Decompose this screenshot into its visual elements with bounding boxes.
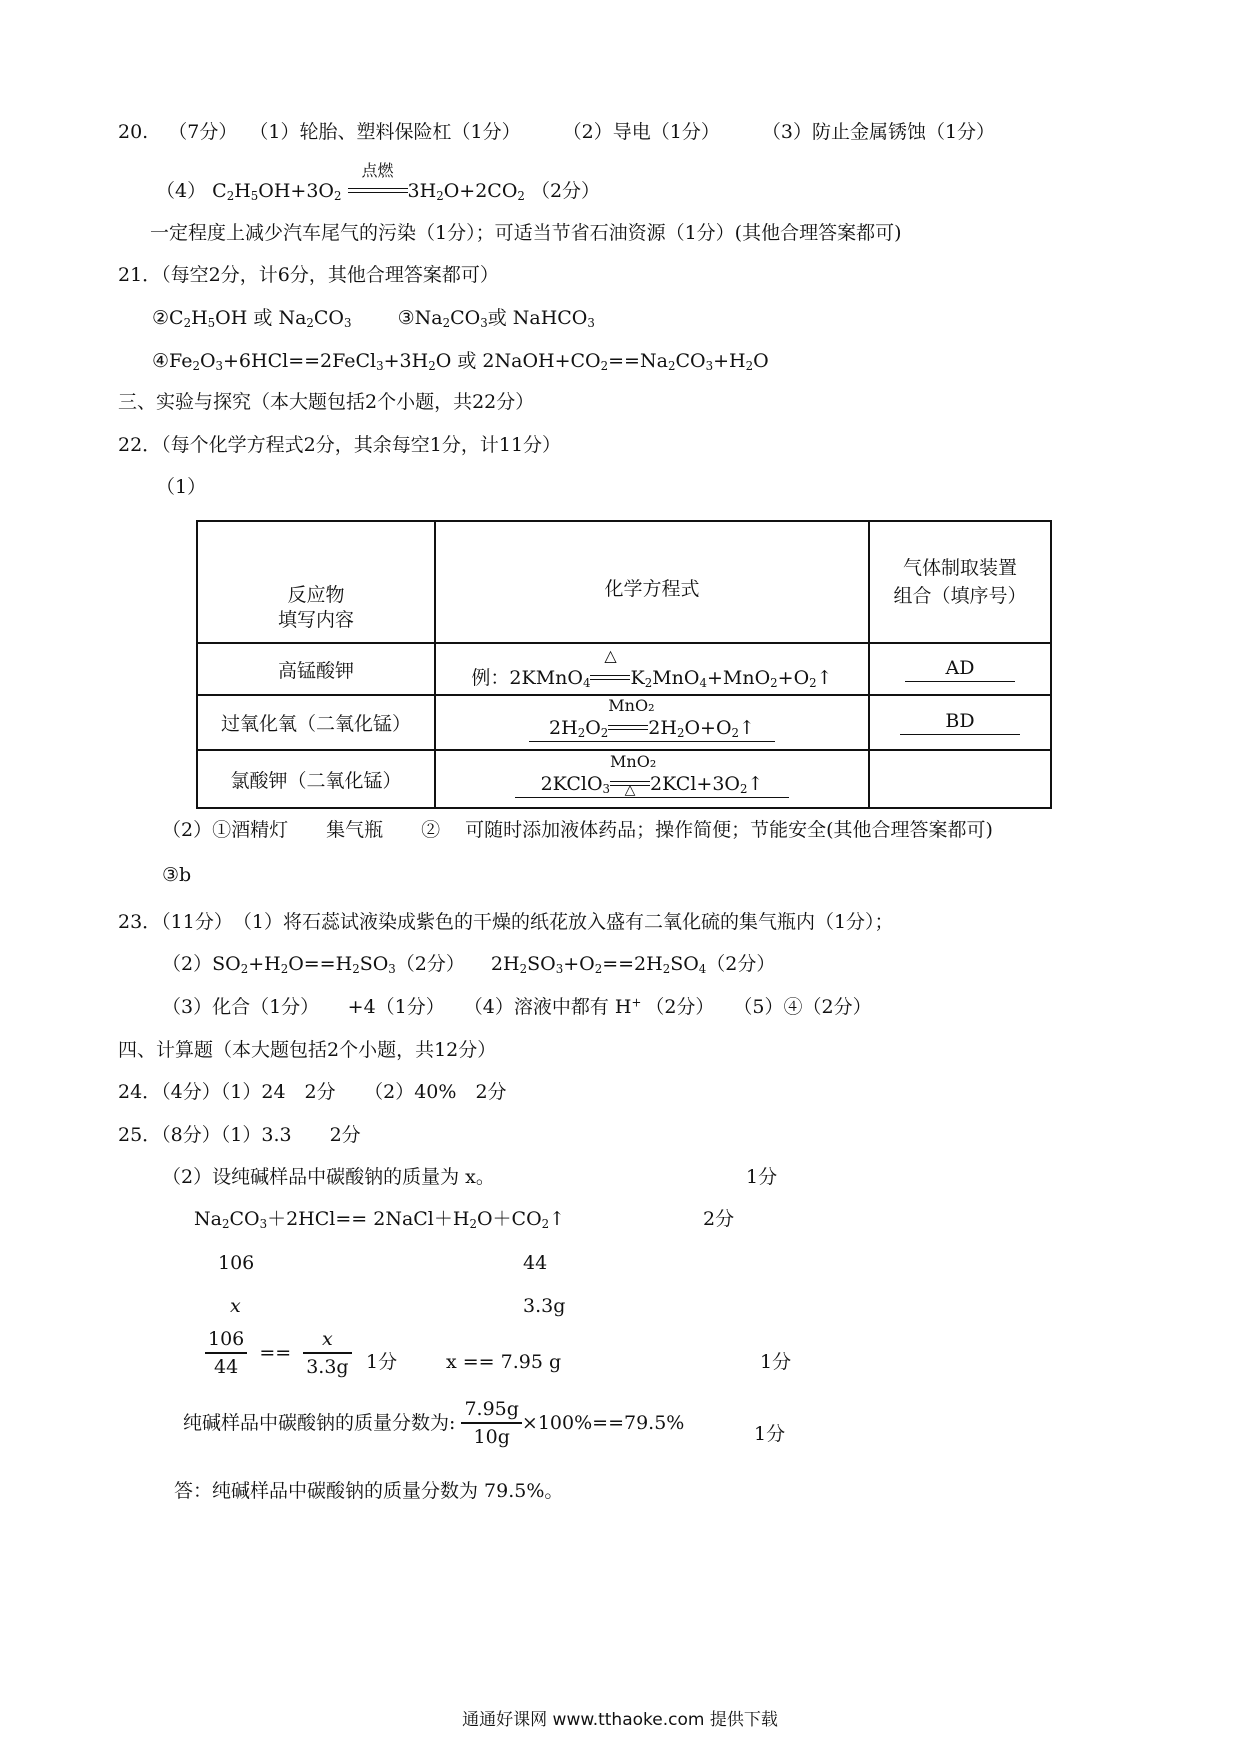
q22-header: 22．（每个化学方程式2分，其余每空1分，计11分） [118, 434, 562, 456]
part-label: （2） [162, 953, 213, 975]
catalyst-label: MnO₂ [610, 751, 657, 771]
answer-part: （1）轮胎、塑料保险杠（1分） [249, 121, 521, 143]
formula: $Na_2CO_3$ [278, 307, 352, 330]
formula: $2NaOH+CO_2==Na_2CO_3+H_2O$ [482, 350, 769, 373]
formula: $SO_2+H_2O==H_2SO_3$ [212, 953, 396, 976]
answer-part: （2）导电（1分） [562, 121, 720, 143]
or-word: 或 [487, 307, 507, 329]
heat-symbol: △ [604, 645, 617, 665]
section-heading: 三、实验与探究（本大题包括2个小题，共22分） [118, 391, 535, 413]
points: （2分） [530, 180, 601, 202]
section-heading: 四、计算题（本大题包括2个小题，共12分） [118, 1039, 497, 1061]
condition-label: 点燃 [361, 161, 394, 180]
fraction-right [303, 1330, 351, 1377]
equation-table [196, 520, 1052, 809]
or-word: 或 [253, 307, 273, 329]
footer: 通通好课网 www.tthaoke.com 提供下载 [462, 1710, 778, 1730]
example-prefix: 例： [471, 666, 510, 689]
row-kclo3-apparatus [869, 750, 1051, 808]
q22-part3: ③b [162, 864, 192, 886]
answer-part: （3）化合（1分） +4（1分） （4）溶液中都有 H [162, 996, 632, 1018]
numerator: x [303, 1330, 351, 1354]
q21-header: 21．（每空2分，计6分，其他合理答案都可） [118, 264, 499, 286]
q25-line2: （2）设纯碱样品中碳酸钠的质量为 x。 [162, 1166, 495, 1188]
header-line: 气体制取装置 [902, 556, 1017, 579]
q20-line2 [156, 161, 601, 203]
row-h2o2-apparatus [869, 695, 1051, 750]
q25-line1: 25．（8分）（1）3.3 2分 [118, 1124, 361, 1146]
q23-line2 [162, 955, 775, 974]
item-label: ③ [397, 307, 415, 329]
header-line: 组合（填序号） [893, 585, 1027, 607]
q25-line2-points: 1分 [746, 1166, 778, 1188]
reaction-condition [590, 645, 630, 689]
percent-line [183, 1400, 684, 1447]
q25-answer: 答：纯碱样品中碳酸钠的质量分数为 79.5%。 [174, 1480, 564, 1502]
denominator: 44 [214, 1356, 239, 1378]
header-apparatus [869, 521, 1051, 643]
reaction-condition [608, 696, 655, 739]
proportion: $\frac{106}{44}$ == $\frac{x}{3.3g}$ [205, 1330, 352, 1377]
question-number: 20. [118, 121, 149, 143]
answer: BD [900, 710, 1020, 735]
formula: $2H_2SO_3+O_2==2H_2SO_4$ [490, 953, 707, 976]
catalyst-label: MnO₂ [608, 696, 655, 715]
q21-answers-2-3 [152, 309, 595, 328]
or-word: 或 [457, 350, 477, 372]
row-kmno4-name: 高锰酸钾 [197, 643, 435, 695]
denominator: 10g [473, 1426, 510, 1448]
q25-equation: $Na_2CO_3+2HCl==$ $2NaCl+H_2O+CO_2↑$ [194, 1208, 566, 1231]
header-reactant [197, 521, 435, 643]
heat-symbol: △ [624, 781, 636, 798]
percent-points: 1分 [754, 1423, 786, 1445]
row-kmno4-apparatus [869, 643, 1051, 695]
header-line: 填写内容 [277, 609, 354, 632]
reaction-condition [348, 161, 408, 201]
x-result-points: 1分 [760, 1351, 792, 1373]
item-label: ② [152, 307, 170, 329]
answer-part: （2分） （5）④（2分） [645, 996, 872, 1018]
header-line: 反应物 [287, 583, 345, 606]
formula: NaHCO$_3$ [512, 307, 595, 330]
q24-line: 24．（4分）（1）24 2分 （2）40% 2分 [118, 1081, 507, 1103]
formula: $C_2H_5OH$ [169, 307, 248, 330]
numerator: 7.95g [461, 1400, 521, 1424]
points: （2分） [706, 953, 776, 975]
points: （2分） [395, 953, 465, 975]
q23-line1: 23．（11分） （1）将石蕊试液染成紫色的干燥的纸花放入盛有二氧化硫的集气瓶内（1分）； [118, 911, 894, 933]
molar-mass-2: 44 [523, 1252, 548, 1274]
reaction-condition [610, 751, 657, 798]
q22-part2: （2）①酒精灯 集气瓶 ② 可随时添加液体药品；操作简便；节能安全(其他合理答案都可) [162, 819, 993, 841]
percent-label: 纯碱样品中碳酸钠的质量分数为: [183, 1412, 456, 1434]
q25-equation-points: 2分 [703, 1208, 735, 1230]
part-label: （4） [156, 180, 207, 202]
formula: $Na_2CO_3$ [414, 307, 488, 330]
proportion-points: 1分 [366, 1351, 398, 1373]
formula: $Fe_2O_3+6HCl==2FeCl_3+3H_2O$ [169, 350, 452, 373]
row-kclo3-name: 氯酸钾（二氧化锰） [197, 750, 435, 808]
row-kclo3-equation: 2KClO$_3$ MnO₂ △ $2KCl+3O_2↑$ [435, 750, 869, 808]
row-kmno4-equation: 例：2KMnO$_4$ △ $K_2MnO_4+MnO_2+O_2↑$ [435, 643, 869, 695]
combustion-equation: $C_2H_5OH+3O_2$ 点燃 $3H_2O+2CO_2$ [212, 161, 525, 203]
q22-part1: （1） [156, 476, 207, 498]
q23-line3 [162, 995, 872, 1018]
percent-fraction [461, 1400, 521, 1447]
percent-tail: ×100%==79.5% [521, 1412, 685, 1434]
answer-part: （3）防止金属锈蚀（1分） [761, 121, 996, 143]
row-h2o2-equation: $2H_2O_2$ MnO₂ $2H_2O+O_2↑$ [435, 695, 869, 750]
answer: AD [905, 657, 1015, 682]
molar-mass-1: 106 [218, 1252, 255, 1274]
numerator: 106 [205, 1330, 247, 1354]
header-equation: 化学方程式 [435, 521, 869, 643]
var-mass: 3.3g [523, 1295, 566, 1317]
superscript: + [631, 995, 642, 1010]
fraction-left [205, 1330, 247, 1377]
points: （7分） [168, 121, 238, 143]
row-h2o2-name: 过氧化氧（二氧化锰） [197, 695, 435, 750]
q20-line1 [118, 123, 995, 142]
x-result: x == 7.95 g [446, 1351, 562, 1373]
item-label: ④ [152, 350, 170, 372]
q20-line3: 一定程度上减少汽车尾气的污染（1分）；可适当节省石油资源（1分）(其他合理答案都可) [150, 222, 902, 244]
var-x: x [230, 1295, 241, 1317]
q21-answer-4 [152, 352, 769, 371]
denominator: 3.3g [306, 1356, 349, 1378]
